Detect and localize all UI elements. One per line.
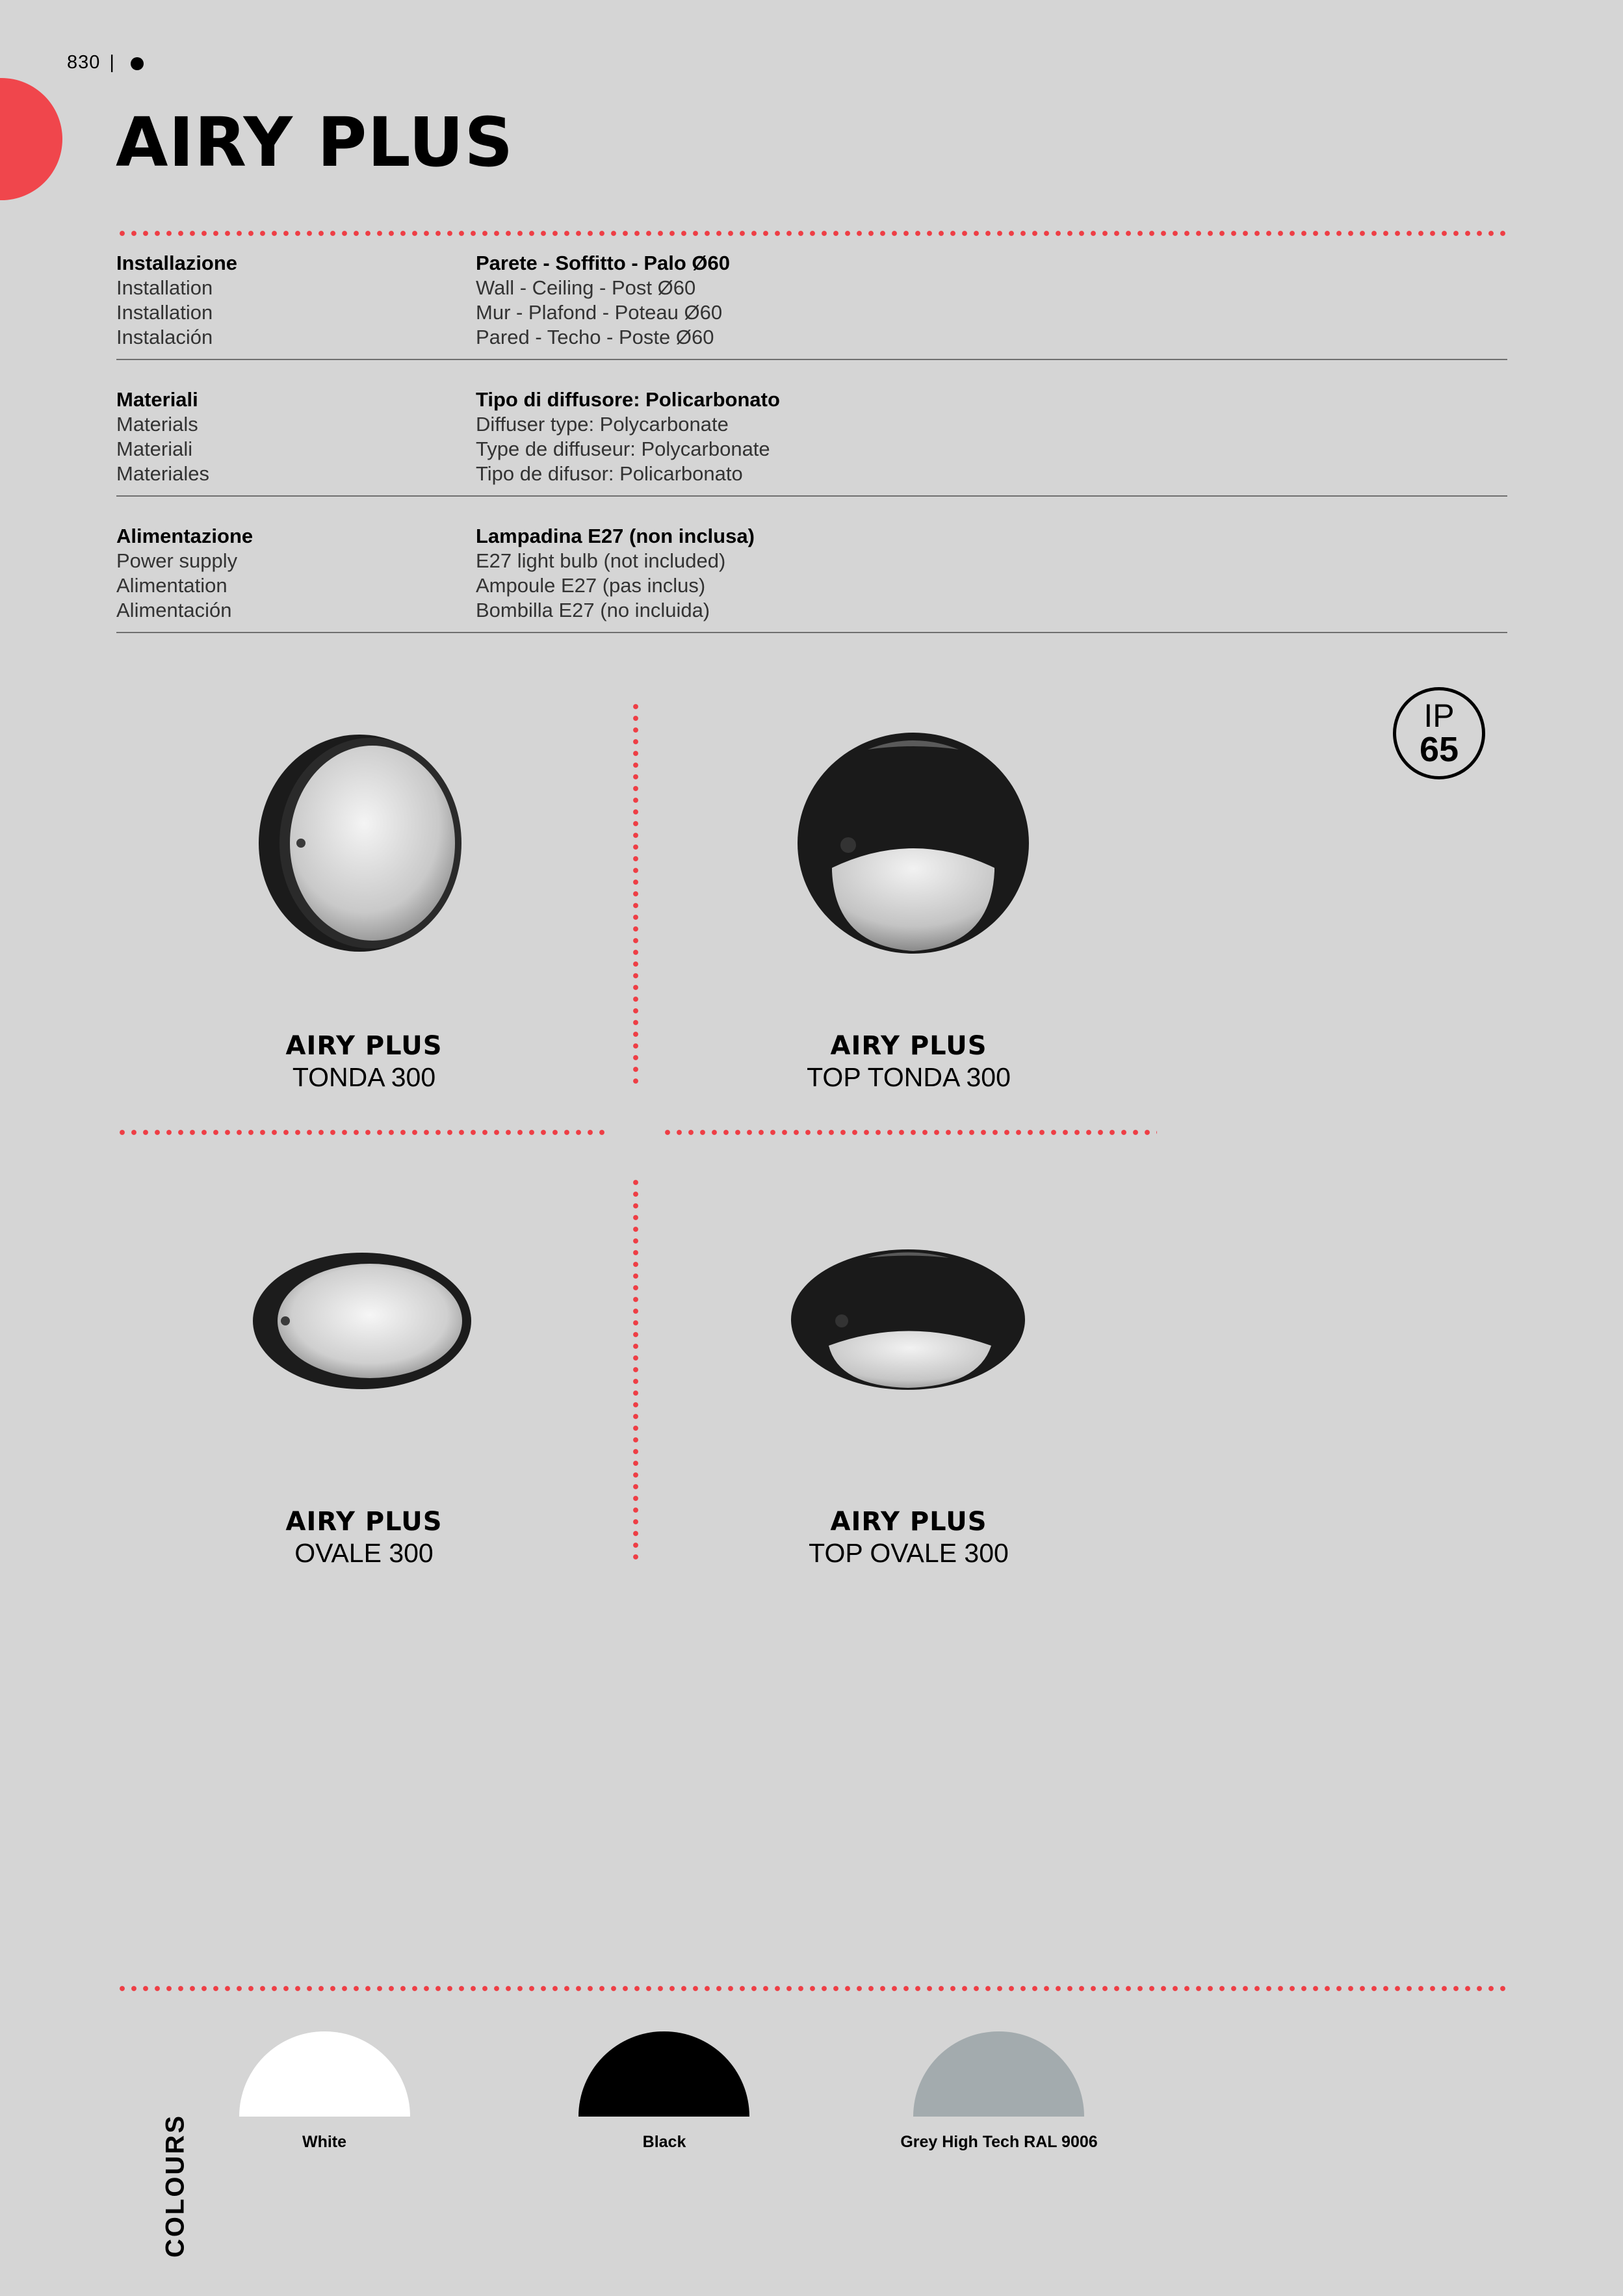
page-number xyxy=(67,52,124,73)
page-number-value: 830 xyxy=(67,52,101,73)
colours-heading: COLOURS xyxy=(161,2114,190,2258)
spec-label: Alimentation xyxy=(116,574,227,597)
section-tab-marker xyxy=(0,78,62,200)
spec-value: E27 light bulb (not included) xyxy=(476,549,726,572)
colour-swatch-grey xyxy=(913,2031,1084,2117)
product-caption-top-tonda xyxy=(714,1030,1104,1093)
colour-label-black: Black xyxy=(642,2133,686,2151)
lamp-ovale-image xyxy=(252,1251,476,1391)
spec-value: Type de diffuseur: Polycarbonate xyxy=(476,437,770,460)
spec-label: Materiali xyxy=(116,437,193,460)
spec-value: Wall - Ceiling - Post Ø60 xyxy=(476,276,696,299)
spec-label: Alimentación xyxy=(116,599,232,621)
ip-prefix: IP xyxy=(1423,698,1455,734)
spec-label: Materiales xyxy=(116,462,209,485)
spec-values xyxy=(476,387,780,486)
page-title: AIRY PLUS xyxy=(116,103,514,182)
spec-value: Tipo de difusor: Policarbonato xyxy=(476,462,743,485)
dotted-divider-middle-left xyxy=(116,1130,610,1135)
spec-label: Alimentazione xyxy=(116,525,253,547)
spec-label: Power supply xyxy=(116,549,238,572)
spec-value: Lampadina E27 (non inclusa) xyxy=(476,525,755,547)
spec-label: Materiali xyxy=(116,388,198,411)
bullet-dot-icon xyxy=(131,57,144,70)
product-name: AIRY PLUS xyxy=(830,1031,987,1061)
dotted-divider-vertical-bottom xyxy=(633,1177,638,1563)
spec-value: Diffuser type: Polycarbonate xyxy=(476,413,729,436)
colour-label-white: White xyxy=(302,2133,347,2151)
spec-value: Tipo di diffusore: Policarbonato xyxy=(476,388,780,411)
colour-label-grey: Grey High Tech RAL 9006 xyxy=(900,2133,1098,2151)
spec-row-materials xyxy=(116,384,1507,497)
product-name: AIRY PLUS xyxy=(830,1507,987,1537)
spec-value: Bombilla E27 (no incluida) xyxy=(476,599,710,621)
spec-label: Materials xyxy=(116,413,198,436)
spec-values xyxy=(476,251,730,350)
spec-values xyxy=(476,524,755,623)
spec-labels xyxy=(116,524,476,623)
colour-swatch-white xyxy=(239,2031,410,2117)
lamp-top-tonda-image xyxy=(796,731,1030,956)
spec-labels xyxy=(116,251,476,350)
colour-swatch-black xyxy=(578,2031,749,2117)
product-name: AIRY PLUS xyxy=(285,1031,443,1061)
spec-row-power-supply xyxy=(116,520,1507,633)
dotted-divider-colours xyxy=(116,1986,1509,1991)
spec-label: Installazione xyxy=(116,252,238,274)
product-model: OVALE 300 xyxy=(294,1538,434,1568)
ip-rating-value: 65 xyxy=(1419,730,1459,769)
spec-label: Installation xyxy=(116,276,213,299)
spec-label: Installation xyxy=(116,301,213,324)
product-caption-ovale xyxy=(169,1506,559,1569)
dotted-divider-middle-right xyxy=(662,1130,1157,1135)
page-number-separator: | xyxy=(109,52,115,73)
product-caption-top-ovale xyxy=(714,1506,1104,1569)
product-model: TOP OVALE 300 xyxy=(809,1538,1009,1568)
product-caption-tonda xyxy=(169,1030,559,1093)
spec-row-installation xyxy=(116,247,1507,360)
spec-labels xyxy=(116,387,476,486)
spec-value: Ampoule E27 (pas inclus) xyxy=(476,574,706,597)
lamp-tonda-image xyxy=(257,731,471,956)
ip-rating-badge xyxy=(1393,687,1485,779)
product-name: AIRY PLUS xyxy=(285,1507,443,1537)
spec-table xyxy=(116,247,1507,657)
spec-value: Mur - Plafond - Poteau Ø60 xyxy=(476,301,723,324)
product-model: TOP TONDA 300 xyxy=(807,1062,1011,1092)
dotted-divider-top xyxy=(116,231,1509,236)
spec-value: Pared - Techo - Poste Ø60 xyxy=(476,326,714,348)
spec-label: Instalación xyxy=(116,326,213,348)
product-model: TONDA 300 xyxy=(292,1062,436,1092)
lamp-top-ovale-image xyxy=(790,1248,1027,1391)
spec-value: Parete - Soffitto - Palo Ø60 xyxy=(476,252,731,274)
dotted-divider-vertical-top xyxy=(633,701,638,1087)
